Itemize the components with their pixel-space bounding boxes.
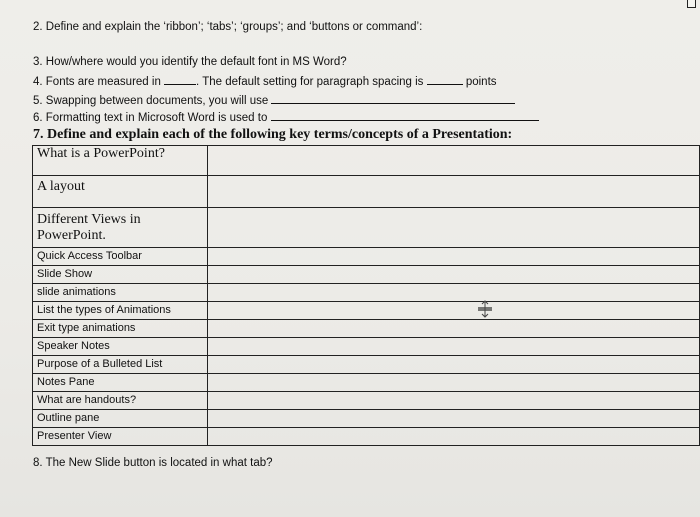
- definition-cell[interactable]: [208, 248, 700, 266]
- table-row: [33, 428, 700, 446]
- term-cell: What is a PowerPoint?: [33, 146, 208, 176]
- definition-cell[interactable]: [208, 208, 700, 248]
- question-6: [33, 110, 539, 124]
- term-cell: slide animations: [33, 284, 208, 302]
- resize-cursor-icon: [477, 300, 493, 318]
- question-4-part3: points: [465, 76, 497, 88]
- term-cell: Notes Pane: [33, 374, 208, 392]
- term-cell: Quick Access Toolbar: [33, 248, 208, 266]
- term-cell: What are handouts?: [33, 392, 208, 410]
- table-row: [33, 284, 700, 302]
- definition-cell[interactable]: [208, 146, 700, 176]
- table-row: [33, 356, 700, 374]
- definition-cell[interactable]: [208, 176, 700, 208]
- table-row: [33, 146, 700, 176]
- question-6-text: 6. Formatting text in Microsoft Word is used to: [33, 112, 268, 124]
- definition-cell[interactable]: [208, 338, 700, 356]
- table-row: [33, 320, 700, 338]
- question-5-text: 5. Swapping between documents, you will use: [33, 95, 269, 107]
- term-line: Different Views in: [37, 212, 141, 227]
- definition-cell[interactable]: [208, 428, 700, 446]
- table-row: [33, 248, 700, 266]
- term-cell: A layout: [33, 176, 208, 208]
- question-3: 3. How/where would you identify the default font in MS Word?: [33, 56, 347, 68]
- table-row: [33, 392, 700, 410]
- table-row: [33, 374, 700, 392]
- term-cell: Slide Show: [33, 266, 208, 284]
- corner-marker: [687, 0, 696, 8]
- definition-cell[interactable]: [208, 302, 700, 320]
- table-row: [33, 208, 700, 248]
- term-cell: [33, 208, 208, 248]
- question-4-part1: 4. Fonts are measured in: [33, 76, 161, 88]
- answer-blank-swapping[interactable]: [271, 93, 515, 104]
- definition-cell[interactable]: [208, 320, 700, 338]
- table-row: [33, 176, 700, 208]
- question-4-part2: . The default setting for paragraph spacing is: [196, 76, 424, 88]
- question-5: [33, 93, 515, 107]
- term-cell: Speaker Notes: [33, 338, 208, 356]
- question-2: 2. Define and explain the ‘ribbon’; ‘tabs’; ‘groups’; and ‘buttons or command’:: [33, 21, 423, 33]
- term-cell: Purpose of a Bulleted List: [33, 356, 208, 374]
- table-row: [33, 410, 700, 428]
- term-cell: Exit type animations: [33, 320, 208, 338]
- question-8: 8. The New Slide button is located in what tab?: [33, 457, 273, 469]
- term-line: PowerPoint.: [37, 228, 106, 243]
- table-row: [33, 302, 700, 320]
- definition-cell[interactable]: [208, 374, 700, 392]
- term-cell: Presenter View: [33, 428, 208, 446]
- definition-cell[interactable]: [208, 284, 700, 302]
- table-row: [33, 266, 700, 284]
- definition-cell[interactable]: [208, 410, 700, 428]
- term-cell: List the types of Animations: [33, 302, 208, 320]
- question-4: [33, 74, 497, 88]
- definition-cell[interactable]: [208, 356, 700, 374]
- answer-blank-formatting[interactable]: [271, 110, 539, 121]
- definition-cell[interactable]: [208, 266, 700, 284]
- table-row: [33, 338, 700, 356]
- question-7: 7. Define and explain each of the following key terms/concepts of a Presentation:: [33, 127, 513, 142]
- term-cell: Outline pane: [33, 410, 208, 428]
- definition-cell[interactable]: [208, 392, 700, 410]
- answer-blank-font-unit[interactable]: [164, 74, 196, 85]
- key-terms-table: [32, 145, 700, 446]
- answer-blank-paragraph-spacing[interactable]: [427, 74, 463, 85]
